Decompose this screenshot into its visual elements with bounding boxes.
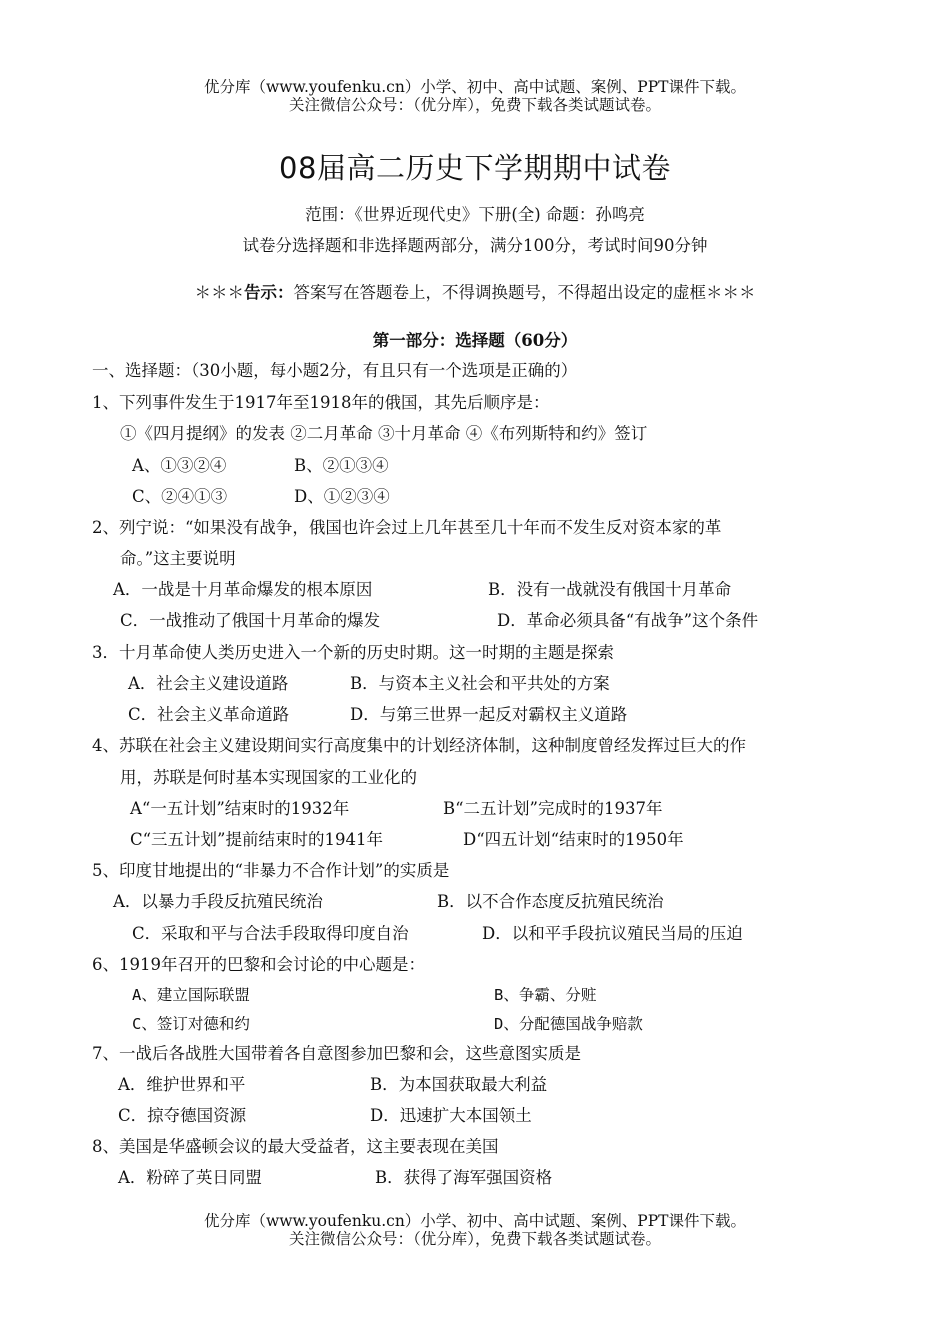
q3-option-a: A．社会主义建设道路	[128, 674, 289, 693]
q4-option-d: D“四五计划“结束时的1950年	[463, 830, 684, 849]
header-line-2: 关注微信公众号：（优分库），免费下载各类试题试卷。	[288, 96, 661, 114]
exam-scope: 范围：《世界近现代史》下册(全) 命题：孙鸣亮	[305, 205, 645, 224]
q5-option-a: A．以暴力手段反抗殖民统治	[113, 892, 323, 911]
q7-option-a: A．维护世界和平	[118, 1075, 246, 1094]
question-1-items: ①《四月提纲》的发表 ②二月革命 ③十月革命 ④《布列斯特和约》签订	[120, 424, 648, 443]
q7-option-c: C．掠夺德国资源	[118, 1106, 247, 1125]
header-line-1: 优分库（www.youfenku.cn）小学、初中、高中试题、案例、PPT课件下载。	[203, 78, 747, 96]
q5-option-d: D．以和平手段抗议殖民当局的压迫	[482, 924, 743, 943]
page-header	[0, 78, 950, 114]
q1-option-d: D、①②③④	[294, 487, 390, 506]
q8-option-a: A．粉碎了英日同盟	[118, 1168, 262, 1187]
q7-option-b: B．为本国获取最大利益	[370, 1075, 548, 1094]
q2-option-d: D．革命必须具备“有战争”这个条件	[497, 611, 759, 630]
footer-line-1: 优分库（www.youfenku.cn）小学、初中、高中试题、案例、PPT课件下载。	[203, 1212, 747, 1230]
footer-line-2: 关注微信公众号：（优分库），免费下载各类试题试卷。	[288, 1230, 661, 1248]
q6-option-d: D、分配德国战争赔款	[494, 1015, 643, 1033]
question-1-stem: 1、下列事件发生于1917年至1918年的俄国，其先后顺序是：	[92, 393, 550, 412]
question-5-stem: 5、印度甘地提出的“非暴力不合作计划”的实质是	[92, 861, 450, 880]
question-2-stem-cont: 命。”这主要说明	[120, 549, 236, 568]
q8-option-b: B．获得了海军强国资格	[375, 1168, 553, 1187]
q3-option-c: C．社会主义革命道路	[128, 705, 290, 724]
q4-option-c: C“三五计划”提前结束时的1941年	[130, 830, 383, 849]
notice-text: 答案写在答题卷上，不得调换题号，不得超出设定的虚框＊＊＊	[293, 283, 756, 302]
page-title: 08届高二历史下学期期中试卷	[279, 151, 671, 185]
q4-option-a: A“一五计划”结束时的1932年	[130, 799, 350, 818]
q2-option-b: B．没有一战就没有俄国十月革命	[488, 580, 732, 599]
notice-prefix: ＊＊＊	[194, 283, 244, 302]
notice-label: 告示：	[244, 283, 294, 302]
section-intro: 一、选择题：（30小题，每小题2分，有且只有一个选项是正确的）	[92, 361, 578, 380]
q6-option-a: A、建立国际联盟	[132, 986, 250, 1004]
q4-option-b: B“二五计划”完成时的1937年	[443, 799, 663, 818]
question-4-stem: 4、苏联在社会主义建设期间实行高度集中的计划经济体制，这种制度曾经发挥过巨大的作	[92, 736, 746, 755]
q3-option-d: D．与第三世界一起反对霸权主义道路	[350, 705, 628, 724]
page-footer	[0, 1212, 950, 1248]
q5-option-b: B．以不合作态度反抗殖民统治	[437, 892, 664, 911]
question-8-stem: 8、美国是华盛顿会议的最大受益者，这主要表现在美国	[92, 1137, 499, 1156]
q7-option-d: D．迅速扩大本国领土	[370, 1106, 532, 1125]
q1-option-c: C、②④①③	[132, 487, 228, 506]
q5-option-c: C．采取和平与合法手段取得印度自治	[132, 924, 409, 943]
exam-structure: 试卷分选择题和非选择题两部分，满分100分，考试时间90分钟	[242, 236, 708, 255]
question-2-stem: 2、列宁说：“如果没有战争，俄国也许会过上几年甚至几十年而不发生反对资本家的革	[92, 518, 722, 537]
part1-title: 第一部分：选择题（60分）	[372, 331, 578, 350]
question-7-stem: 7、一战后各战胜大国带着各自意图参加巴黎和会，这些意图实质是	[92, 1044, 581, 1063]
question-4-stem-cont: 用，苏联是何时基本实现国家的工业化的	[120, 768, 417, 787]
q1-option-b: B、②①③④	[294, 456, 389, 475]
q2-option-c: C．一战推动了俄国十月革命的爆发	[120, 611, 381, 630]
q6-option-c: C、签订对德和约	[132, 1015, 250, 1033]
notice	[0, 279, 950, 303]
q1-option-a: A、①③②④	[132, 456, 227, 475]
q6-option-b: B、争霸、分赃	[494, 986, 597, 1004]
question-3-stem: 3．十月革命使人类历史进入一个新的历史时期。这一时期的主题是探索	[92, 643, 614, 662]
q3-option-b: B．与资本主义社会和平共处的方案	[350, 674, 610, 693]
q2-option-a: A．一战是十月革命爆发的根本原因	[113, 580, 373, 599]
question-6-stem: 6、1919年召开的巴黎和会讨论的中心题是：	[92, 955, 425, 974]
